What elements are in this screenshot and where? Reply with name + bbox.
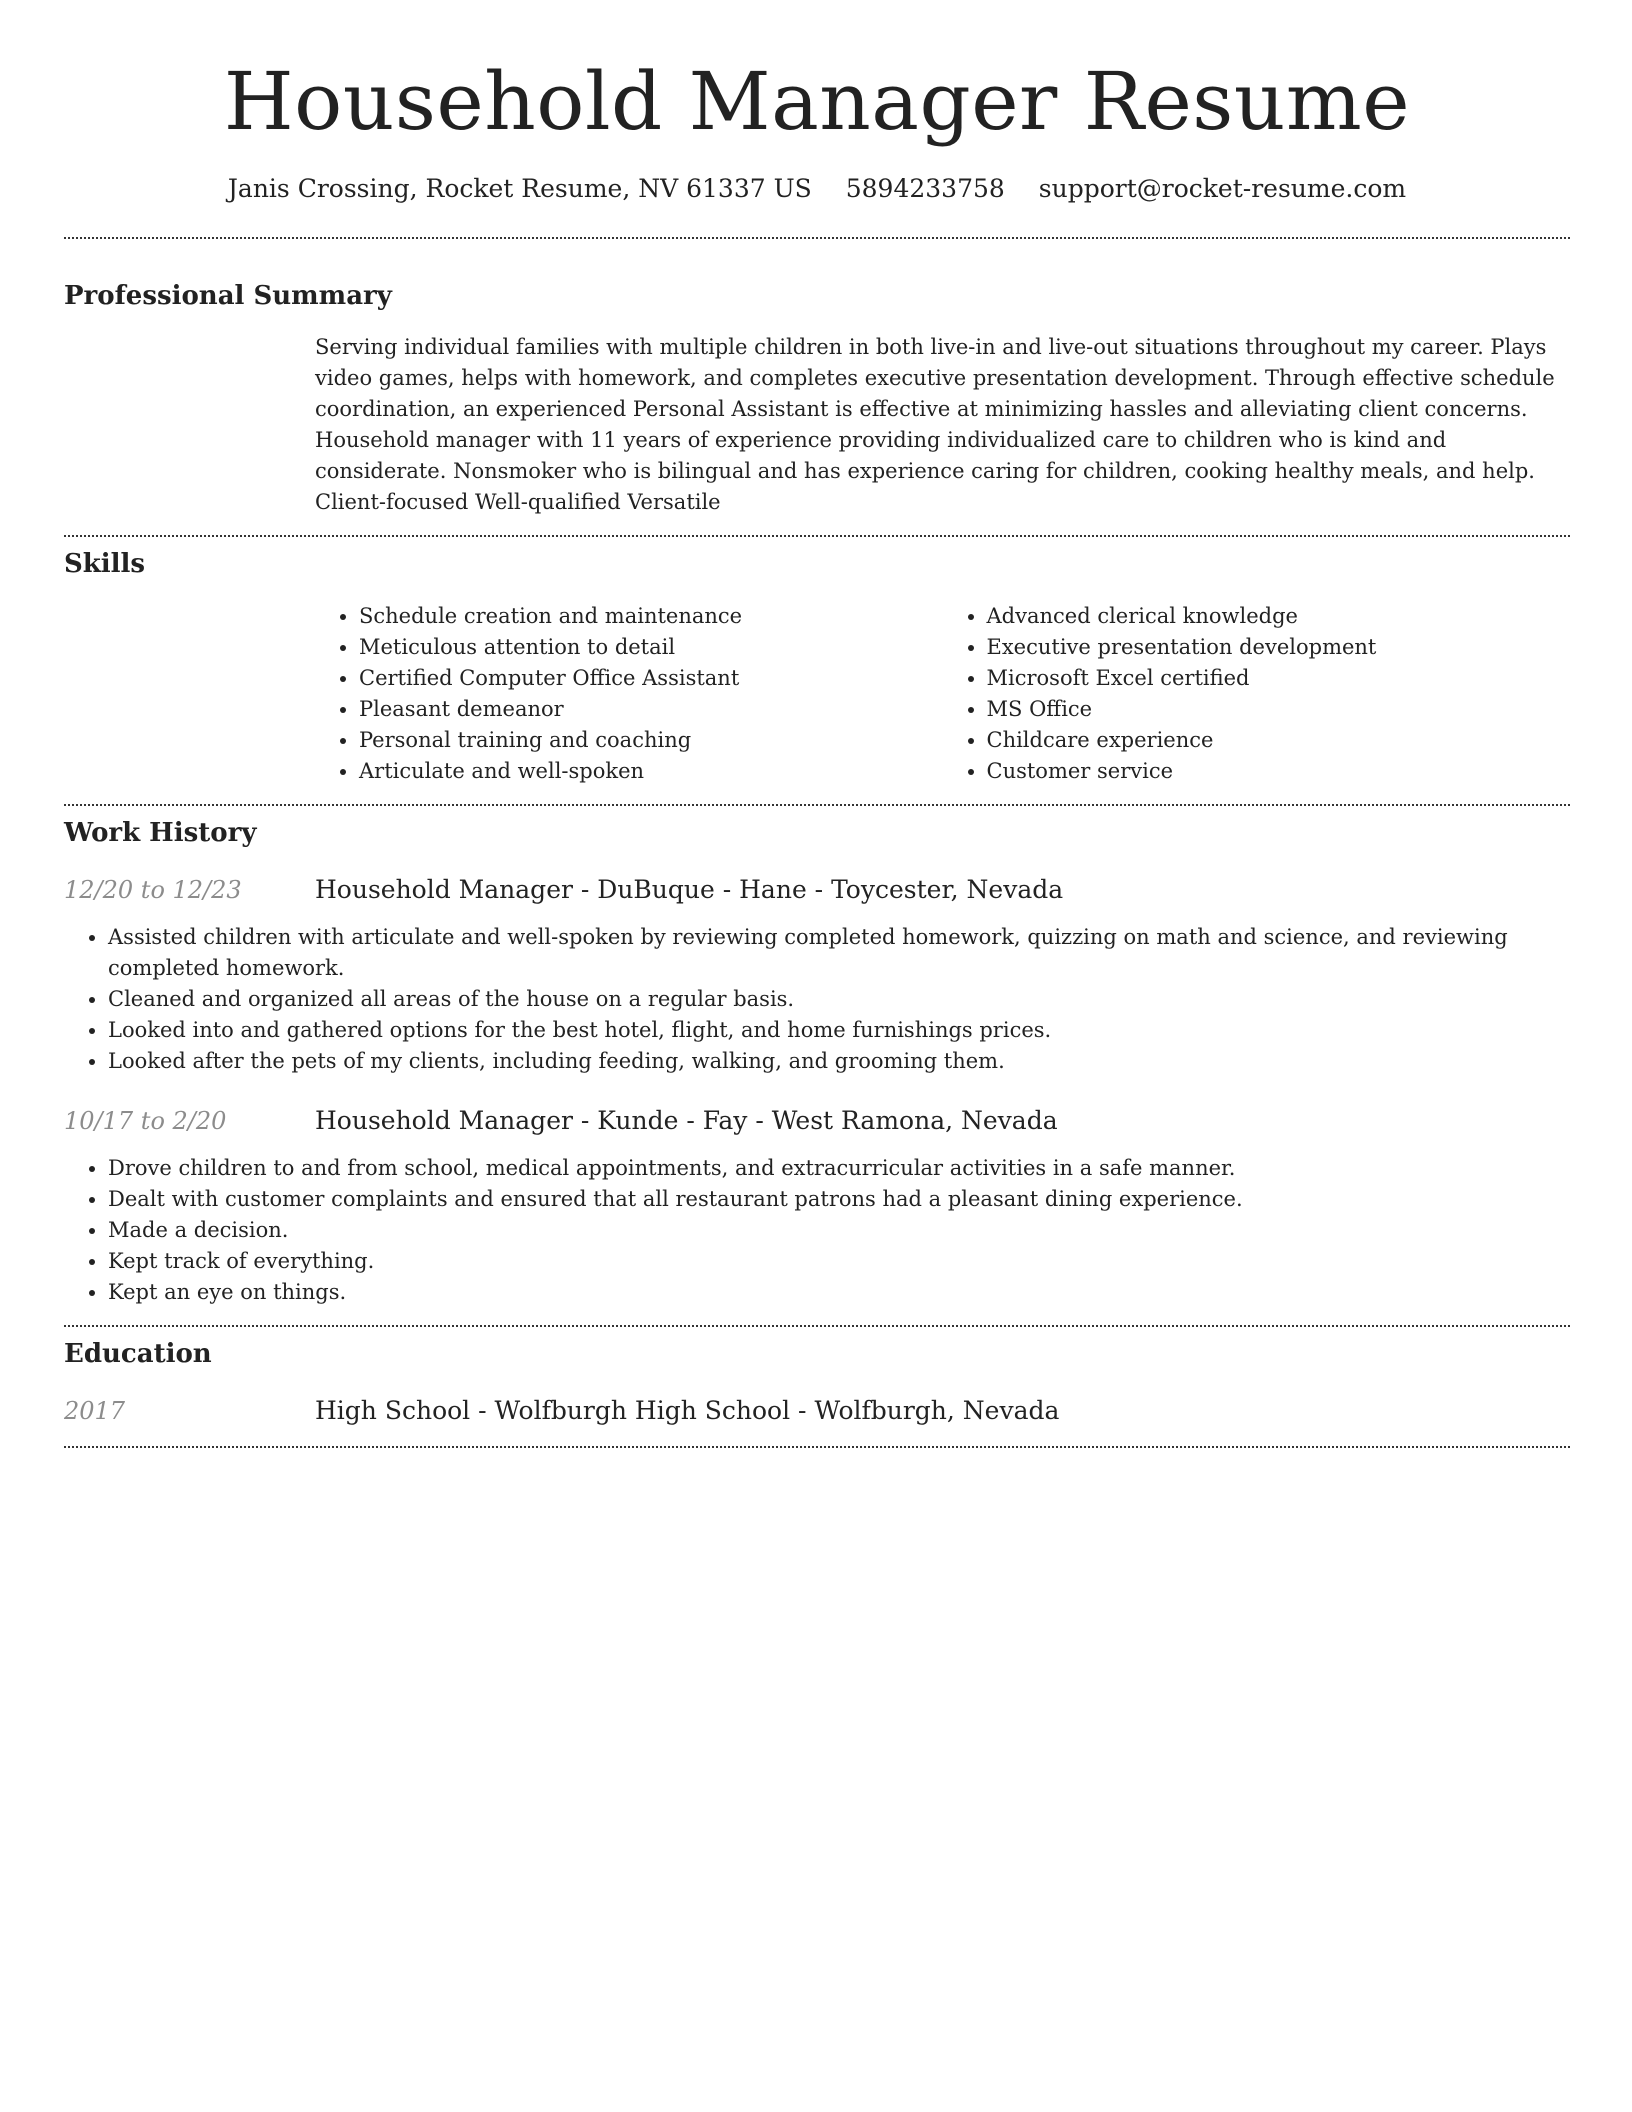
skills-grid bbox=[315, 601, 1570, 787]
section-heading-work: Work History bbox=[64, 818, 257, 848]
job-dates: 10/17 to 2/20 bbox=[64, 1107, 227, 1135]
section-divider bbox=[64, 535, 1570, 537]
job-bullet: • Dealt with customer complaints and ensured that all restaurant patrons had a pleasant dining experience. bbox=[108, 1184, 1570, 1215]
education-section bbox=[64, 1337, 1570, 1428]
job-bullets bbox=[64, 1153, 1570, 1308]
job-bullet: • Drove children to and from school, medical appointments, and extracurricular activities in a safe manner. bbox=[108, 1153, 1570, 1184]
section-heading-skills: Skills bbox=[64, 549, 146, 579]
job-entry bbox=[64, 1104, 1570, 1308]
skills-list-right bbox=[943, 601, 1571, 787]
resume-page bbox=[64, 0, 1570, 1448]
skill-item: • Schedule creation and maintenance bbox=[359, 601, 943, 632]
job-bullet: • Kept track of everything. bbox=[108, 1246, 1570, 1277]
job-bullet: • Assisted children with articulate and well-spoken by reviewing completed homework, quizzing on math and science, and reviewing completed homework. bbox=[108, 922, 1570, 984]
section-heading-education: Education bbox=[64, 1339, 212, 1369]
contact-address: Janis Crossing, Rocket Resume, NV 61337 US bbox=[227, 174, 812, 203]
skills-section bbox=[64, 547, 1570, 787]
work-section bbox=[64, 816, 1570, 1308]
job-header bbox=[64, 873, 1570, 907]
skill-item: • MS Office bbox=[987, 694, 1571, 725]
job-bullets bbox=[64, 922, 1570, 1077]
skill-item: • Executive presentation development bbox=[987, 632, 1571, 663]
skill-item: • Customer service bbox=[987, 756, 1571, 787]
job-entry bbox=[64, 873, 1570, 1077]
skill-item: • Personal training and coaching bbox=[359, 725, 943, 756]
section-divider bbox=[64, 1325, 1570, 1327]
job-bullet: • Looked into and gathered options for the best hotel, flight, and home furnishings prices. bbox=[108, 1015, 1570, 1046]
job-bullet: • Cleaned and organized all areas of the house on a regular basis. bbox=[108, 984, 1570, 1015]
section-divider bbox=[64, 1446, 1570, 1448]
job-dates: 12/20 to 12/23 bbox=[64, 876, 242, 904]
education-entry bbox=[64, 1394, 1570, 1428]
skills-list-left bbox=[315, 601, 943, 787]
education-title: High School - Wolfburgh High School - Wolfburgh, Nevada bbox=[315, 1396, 1060, 1425]
contact-email: support@rocket-resume.com bbox=[1038, 174, 1407, 203]
skill-item: • Pleasant demeanor bbox=[359, 694, 943, 725]
summary-text: Serving individual families with multiple children in both live-in and live-out situations throughout my career. Plays video games, helps with homework, and completes executive presentation development. Through effective schedule coordination, an experienced Personal Assistant is effective at minimizing hassles and alleviating client concerns. Household manager with 11 years of experience providing individualized care to children who is kind and considerate. Nonsmoker who is bilingual and has experience caring for children, cooking healthy meals, and help. Client-focused Well-qualified Versatile bbox=[315, 335, 1555, 514]
section-divider bbox=[64, 804, 1570, 806]
job-header bbox=[64, 1104, 1570, 1138]
contact-phone: 5894233758 bbox=[845, 174, 1005, 203]
section-divider bbox=[64, 237, 1570, 239]
skill-item: • Microsoft Excel certified bbox=[987, 663, 1571, 694]
education-dates: 2017 bbox=[64, 1397, 126, 1425]
job-bullet: • Looked after the pets of my clients, including feeding, walking, and grooming them. bbox=[108, 1046, 1570, 1077]
summary-section bbox=[64, 279, 1570, 518]
skill-item: • Childcare experience bbox=[987, 725, 1571, 756]
job-bullet: • Kept an eye on things. bbox=[108, 1277, 1570, 1308]
section-heading-summary: Professional Summary bbox=[64, 281, 392, 311]
skill-item: • Articulate and well-spoken bbox=[359, 756, 943, 787]
job-bullet: • Made a decision. bbox=[108, 1215, 1570, 1246]
page-title: Household Manager Resume bbox=[223, 55, 1411, 148]
skill-item: • Meticulous attention to detail bbox=[359, 632, 943, 663]
skill-item: • Advanced clerical knowledge bbox=[987, 601, 1571, 632]
job-title: Household Manager - Kunde - Fay - West Ramona, Nevada bbox=[315, 1106, 1058, 1135]
job-title: Household Manager - DuBuque - Hane - Toycester, Nevada bbox=[315, 875, 1064, 904]
skill-item: • Certified Computer Office Assistant bbox=[359, 663, 943, 694]
contact-line bbox=[64, 172, 1570, 206]
